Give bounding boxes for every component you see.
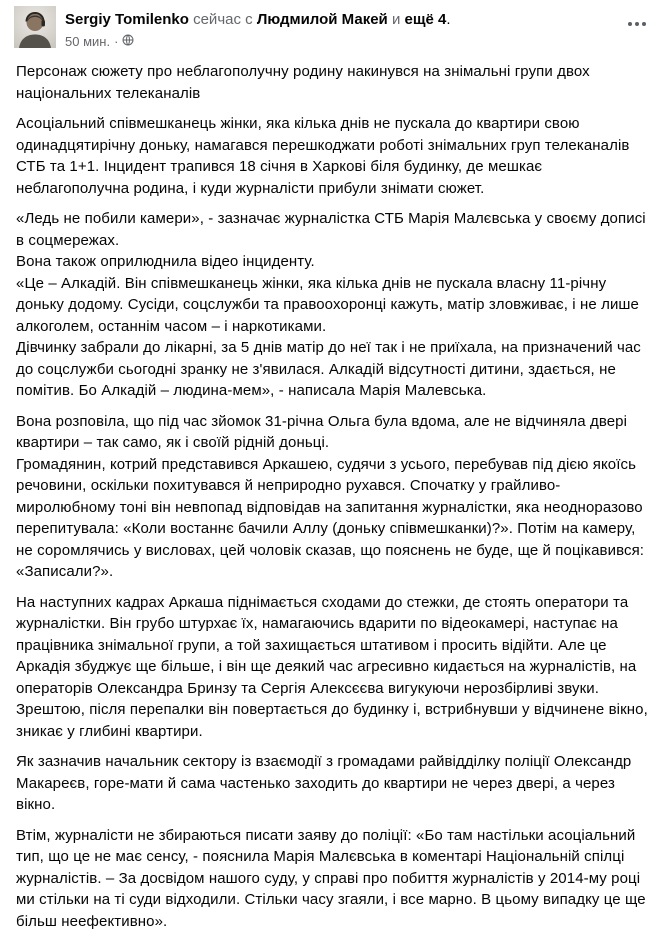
- post-text-line: «Ледь не побили камери», - зазначає журналістка СТБ Марія Малєвська у своєму дописі в соцмережах.: [16, 210, 646, 249]
- post-text-line: Персонаж сюжету про неблагополучну родину накинувся на знімальні групи двох національних телеканалів: [16, 63, 590, 102]
- avatar[interactable]: [14, 6, 56, 48]
- byline-connector: сейчас с: [193, 11, 253, 28]
- byline-period: .: [446, 11, 451, 28]
- tagged-person-link[interactable]: Людмилой Макей: [256, 11, 388, 28]
- post-text-line: Дівчинку забрали до лікарні, за 5 днів матір до неї так і не приїхала, на призначений час до соцслужби сьогодні зранку не з'явилася. Алкадій відсутності дитини, здається, не помітив. Бо Алкадій – людина-мем», - написала Марія Малевська.: [16, 339, 641, 399]
- post-header: [0, 0, 667, 50]
- post-text-line: Громадянин, котрий представився Аркашею, судячи з усього, перебував під дією якоїсь речовини, оскільки похитувався й неприродно рухався. Спочатку у грайливо-миролюбному тоні він невпопад відповідав на запитання журналістки, яка неодноразово перепитувала: «Коли востаннє бачили Аллу (доньку співмешканки)?». Потім на камеру, не соромлячись у висловах, цей чоловік сказав, що пояснень не буде, ще й поцікавився: «Записали?».: [16, 455, 645, 580]
- post-text-line: «Це – Алкадій. Він співмешканець жінки, яка кілька днів не пускала власну 11-річну доньку додому. Сусіди, соцслужби та правоохоронці кажуть, матір зловживає, і не лише алкоголем, останнім часом – і наркотиками.: [16, 274, 640, 335]
- timestamp-link[interactable]: 50 мин.: [65, 33, 111, 49]
- meta-line: [65, 32, 451, 50]
- post-text-line: Як зазначив начальник сектору із взаємодії з громадами райвідділку поліції Олександр Макареєв, горе-мати й сама частенько заходить до квартири не через двері, а через вікно.: [16, 753, 632, 813]
- post-paragraph: [16, 825, 650, 933]
- post-text-line: Вона також оприлюднила відео інциденту.: [16, 253, 315, 270]
- post-paragraph: [16, 113, 650, 199]
- author-name-link[interactable]: Sergiy Tomilenko: [65, 11, 189, 28]
- post-paragraph: [16, 751, 650, 816]
- ellipsis-icon: [628, 22, 646, 26]
- post-paragraph: [16, 208, 650, 402]
- post-paragraph: [16, 411, 650, 583]
- profile-photo-placeholder: [14, 6, 56, 48]
- post-text: [0, 50, 667, 946]
- tagged-others-link[interactable]: ещё 4: [404, 11, 447, 28]
- globe-icon: [122, 33, 134, 50]
- post-text-line: Асоціальний співмешканець жінки, яка кілька днів не пускала до квартири свою одинадцятирічну доньку, намагався перешкоджати роботі знімальних груп телеканалів СТБ та 1+1. Інцидент трапився 18 січня в Харкові біля будинку, де мешкає неблагополучна родина, і куди журналісти прибули знімати сюжет.: [16, 115, 630, 197]
- post-paragraph: [16, 61, 650, 104]
- meta-dot-separator: ·: [114, 33, 119, 49]
- byline-connector-2: и: [391, 11, 401, 28]
- post-text-line: Втім, журналісти не збираються писати заяву до поліції: «Бо там настільки асоціальний тип, що це не має сенсу, - пояснила Марія Малєвська в коментарі Національній спілці журналістів. – За досвідом нашого суду, у справі про побиття журналістів у 2014-му році ми стільки на ті суди відходили. Стільки часу згаяли, і все марно. В цьому випадку це ще більш неефективно».: [16, 826, 646, 930]
- post-options-button[interactable]: [621, 12, 653, 36]
- header-text: [65, 6, 451, 50]
- post-text-line: Вона розповіла, що під час зйомок 31-річна Ольга була вдома, але не відчиняла двері квартири – так само, як і своїй рідній доньці.: [16, 412, 628, 451]
- post-paragraph: [16, 592, 650, 743]
- post-text-line: На наступних кадрах Аркаша піднімається сходами до стежки, де стоять оператори та журналістки. Він грубо штурхає їх, намагаючись вдарити по відеокамері, наступає на працівника знімальної групи, а той захищається штативом і просить відійти. Але це Аркадія збуджує ще більше, і він ще деякий час агресивно кидається на журналістів, на операторів Олександра Бринзу та Сергія Алексєєва вигукуючи нерозбірливі звуки. Зрештою, після перепалки він повертається до будинку і, встрибнувши у відчинене вікно, зникає у глибині квартири.: [16, 593, 648, 740]
- byline: [65, 10, 451, 30]
